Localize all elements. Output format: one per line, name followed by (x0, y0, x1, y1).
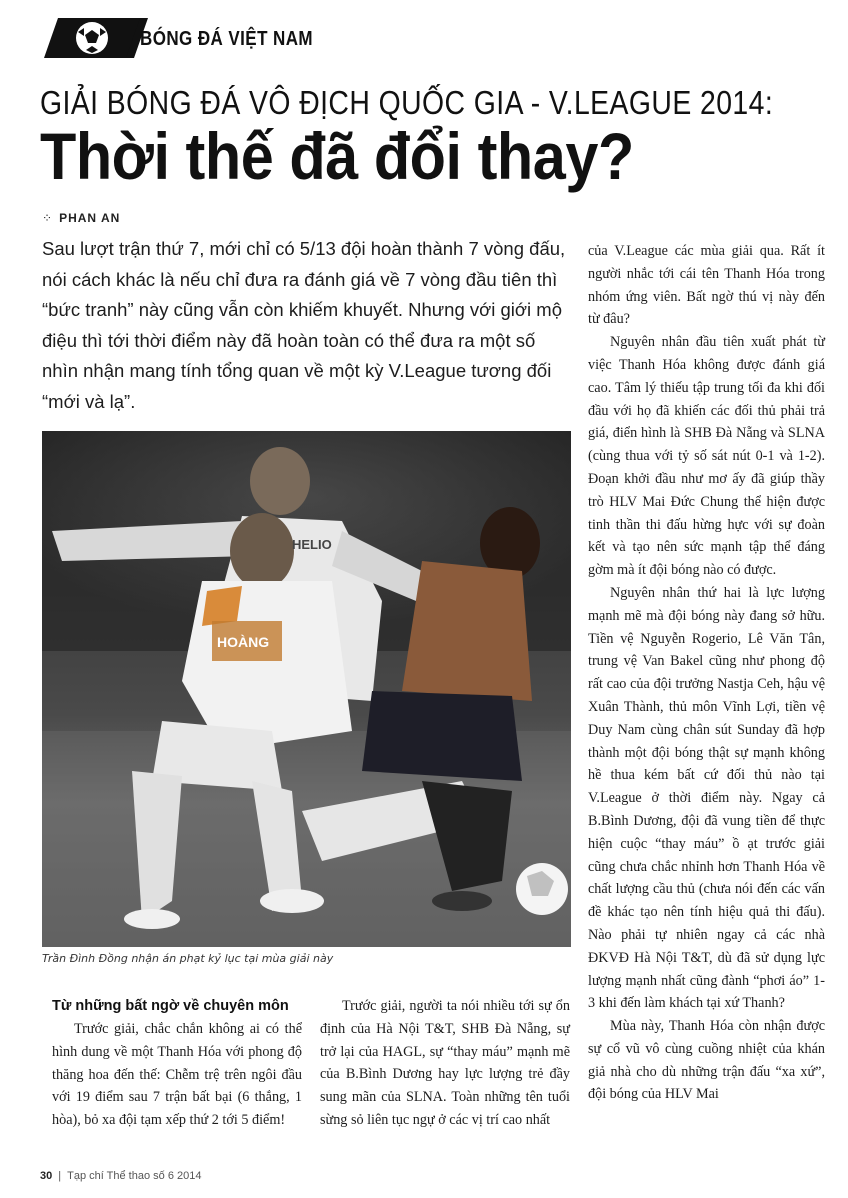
article-photo (42, 431, 571, 947)
jersey-text: HELIO (292, 537, 332, 552)
author-name: PHAN AN (59, 211, 121, 225)
paragraph: Nguyên nhân thứ hai là lực lượng mạnh mẽ mà đội bóng này đang sở hữu. Tiền vệ Nguyễn Rogerio, Lê Văn Tân, trung vệ Van Bakel cũng như phong độ rất cao của đội trưởng Nastja Ceh, hậu vệ Xuân Thành, thủ môn Vĩnh Lợi, tiền vệ Duy Nam cùng chân sút Sunday đã hợp thành một đội bóng thật sự mạnh không hề thua kém bất cứ đối thủ nào tại V.League ở thời điểm này. Ngay cả B.Bình Dương, đội đã vung tiền để thực hiện cuộc “thay máu” ồ ạt trước giải cũng chưa chắc nhỉnh hơn Thanh Hóa về chất lượng cầu thủ (chưa nói đến các vấn đề khác tạo nên tính hiệu quả thi đấu). Nào phải tự nhiên ngay cả các nhà ĐKVĐ Hà Nội T&T, dù đã sử dụng lực lượng mạnh nhất cũng đành “phơi áo” 1-3 khi đến làm khách tại xứ Thanh? (588, 584, 825, 1012)
football-match-photo (42, 431, 571, 947)
article-subtitle: GIẢI BÓNG ĐÁ VÔ ĐỊCH QUỐC GIA - V.LEAGUE 2014: (40, 84, 774, 121)
page-footer (40, 1170, 201, 1182)
publication-name: Tạp chí Thể thao (67, 1170, 151, 1182)
section-subhead: Từ những bất ngờ về chuyên môn (52, 998, 289, 1014)
article-column-right (588, 240, 825, 1106)
article-column-middle: Trước giải, người ta nói nhiều tới sự ổn định của Hà Nội T&T, SHB Đà Nẵng, sự trở lại của HAGL, sự “thay máu” mạnh mẽ của B.Bình Dương hay lực lượng trẻ đầy sung mãn của SLNA. Toàn những tên tuổi sừng sỏ liên tục ngự ở các vị trí cao nhất (320, 998, 570, 1128)
paragraph: của V.League các mùa giải qua. Rất ít người nhắc tới cái tên Thanh Hóa trong nhóm ứng viên. Bất ngờ thú vị này đến từ đâu? (588, 243, 825, 328)
footer-separator: | (58, 1170, 62, 1182)
paragraph: Nguyên nhân đầu tiên xuất phát từ việc Thanh Hóa không được đánh giá cao. Tâm lý thiếu tập trung tối đa khi đối đầu với họ đã khiến các đối thủ phải trả giá, điển hình là SHB Đà Nẵng và SLNA (cùng thua với tỷ số sát nút 0-1 và 1-2). Đoạn khởi đầu như mơ ấy đã giúp thầy trò HLV Mai Đức Chung thể hiện được tinh thần thi đấu hừng hực với sự đoàn kết và tạo nên sức mạnh tập thể đáng gờm mà ít đội bóng nào có được. (588, 334, 825, 579)
article-lede: Sau lượt trận thứ 7, mới chỉ có 5/13 đội hoàn thành 7 vòng đấu, nói cách khác là nếu chỉ đưa ra đánh giá về 7 vòng đầu tiên thì “bức tranh” này cũng vẫn còn khiếm khuyết. Nhưng với giới mộ điệu thì tới thời điểm này đã hoàn toàn có thể đưa ra một số nhìn nhận mang tính tổng quan về một kỳ V.League tương đối “mới và lạ”. (42, 238, 566, 412)
article-column-left: Trước giải, chắc chắn không ai có thể hình dung về một Thanh Hóa với phong độ thăng hoa đến thế: Chễm trệ trên ngôi đầu với 19 điểm sau 7 trận bất bại (6 thắng, 1 hòa), bỏ xa đội tạm xếp thứ 2 tới 5 điểm! (52, 1021, 302, 1129)
photo-caption: Trần Đình Đồng nhận án phạt kỷ lục tại mùa giải này (42, 952, 334, 965)
section-title: BÓNG ĐÁ VIỆT NAM (140, 28, 314, 50)
sponsor-text: HOÀNG (217, 634, 270, 650)
page-number: 30 (40, 1170, 53, 1182)
byline (42, 211, 120, 225)
paragraph: Mùa này, Thanh Hóa còn nhận được sự cổ vũ vô cùng cuồng nhiệt của khán giả nhà cho dù những trận đấu “xa xứ”, đội bóng của HLV Mai (588, 1018, 825, 1103)
article-headline: Thời thế đã đổi thay? (40, 119, 634, 193)
issue-number: số 6 2014 (153, 1170, 202, 1182)
soccer-ball-icon (40, 14, 150, 60)
byline-bullet-icon: ⁘ (42, 211, 54, 225)
